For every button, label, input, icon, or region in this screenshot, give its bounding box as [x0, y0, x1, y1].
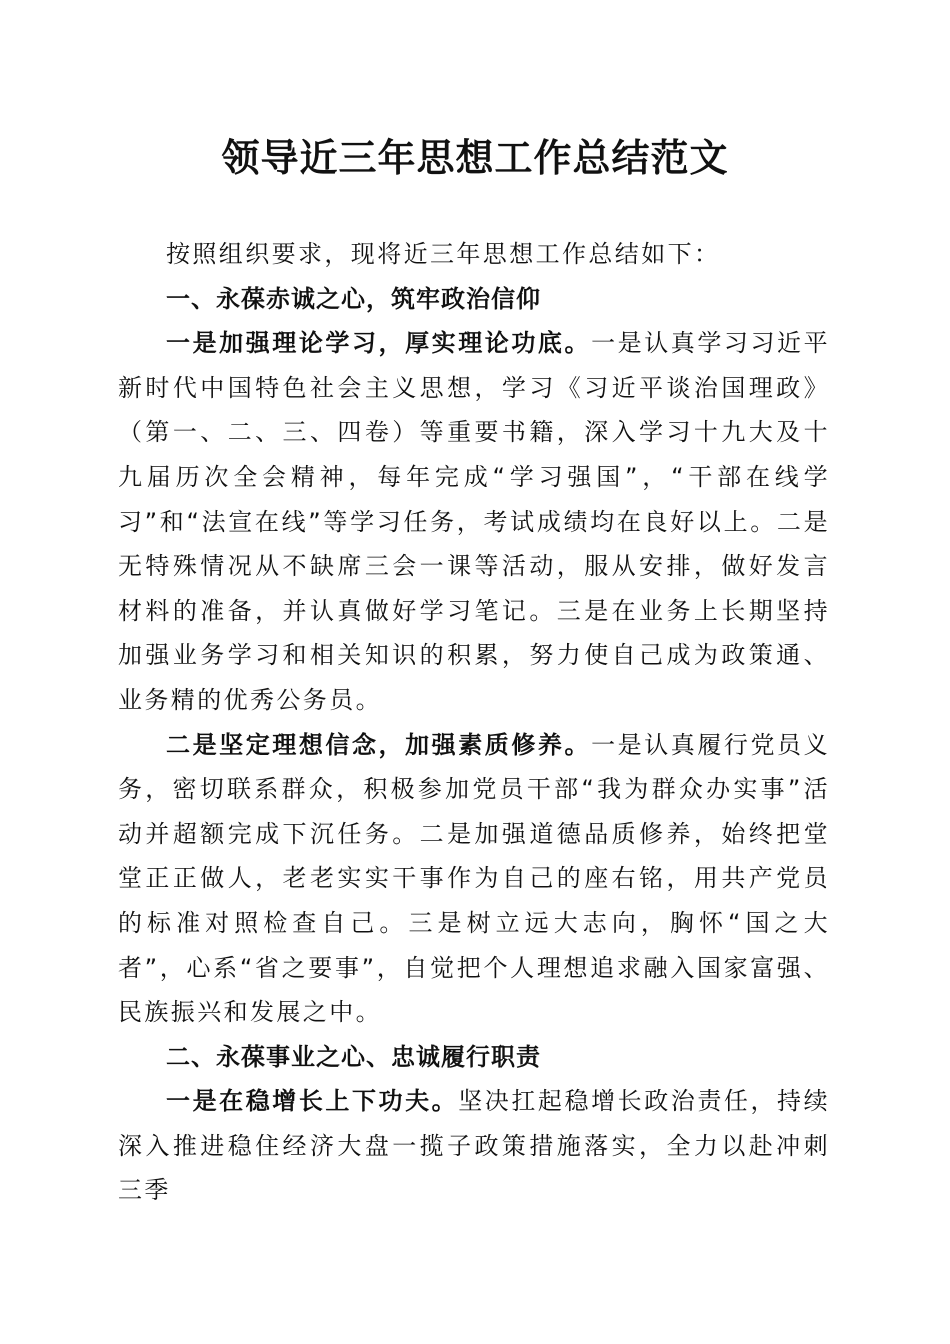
- section-heading-1: 一、永葆赤诚之心，筑牢政治信仰: [166, 284, 541, 313]
- paragraph-1: [118, 321, 830, 722]
- document-title: 领导近三年思想工作总结范文: [221, 135, 729, 180]
- paragraph-1-text: 一是认真学习习近平新时代中国特色社会主义思想，学习《习近平谈治国理政》（第一、二、三、四卷）等重要书籍，深入学习十九大及十九届历次全会精神，每年完成“学习强国”，“干部在线学习”和“法宣在线”等学习任务，考试成绩均在良好以上。二是无特殊情况从不缺席三会一课等活动，服从安排，做好发言材料的准备，并认真做好学习笔记。三是在业务上长期坚持加强业务学习和相关知识的积累，努力使自己成为政策通、业务精的优秀公务员。: [118, 329, 830, 714]
- section-heading-2: 二、永葆事业之心、忠诚履行职责: [166, 1042, 541, 1071]
- intro-paragraph: 按照组织要求，现将近三年思想工作总结如下：: [166, 240, 721, 268]
- paragraph-2-lead: 二是坚定理想信念，加强素质修养。: [166, 730, 592, 759]
- document-body: [118, 232, 830, 1213]
- paragraph-2: [118, 723, 830, 1035]
- paragraph-2-text: 一是认真履行党员义务，密切联系群众，积极参加党员干部“我为群众办实事”活动并超额完成下沉任务。二是加强道德品质修养，始终把堂堂正正做人，老老实实干事作为自己的座右铭，用共产党员的标准对照检查自己。三是树立远大志向，胸怀“国之大者”，心系“省之要事”，自觉把个人理想追求融入国家富强、民族振兴和发展之中。: [118, 730, 830, 1027]
- paragraph-3-text: 坚决扛起稳增长政治责任，持续深入推进稳住经济大盘一揽子政策措施落实，全力以赴冲刺三季: [118, 1087, 830, 1205]
- paragraph-3: [118, 1079, 830, 1213]
- paragraph-3-lead: 一是在稳增长上下功夫。: [166, 1087, 459, 1116]
- paragraph-1-lead: 一是加强理论学习，厚实理论功底。: [166, 329, 592, 358]
